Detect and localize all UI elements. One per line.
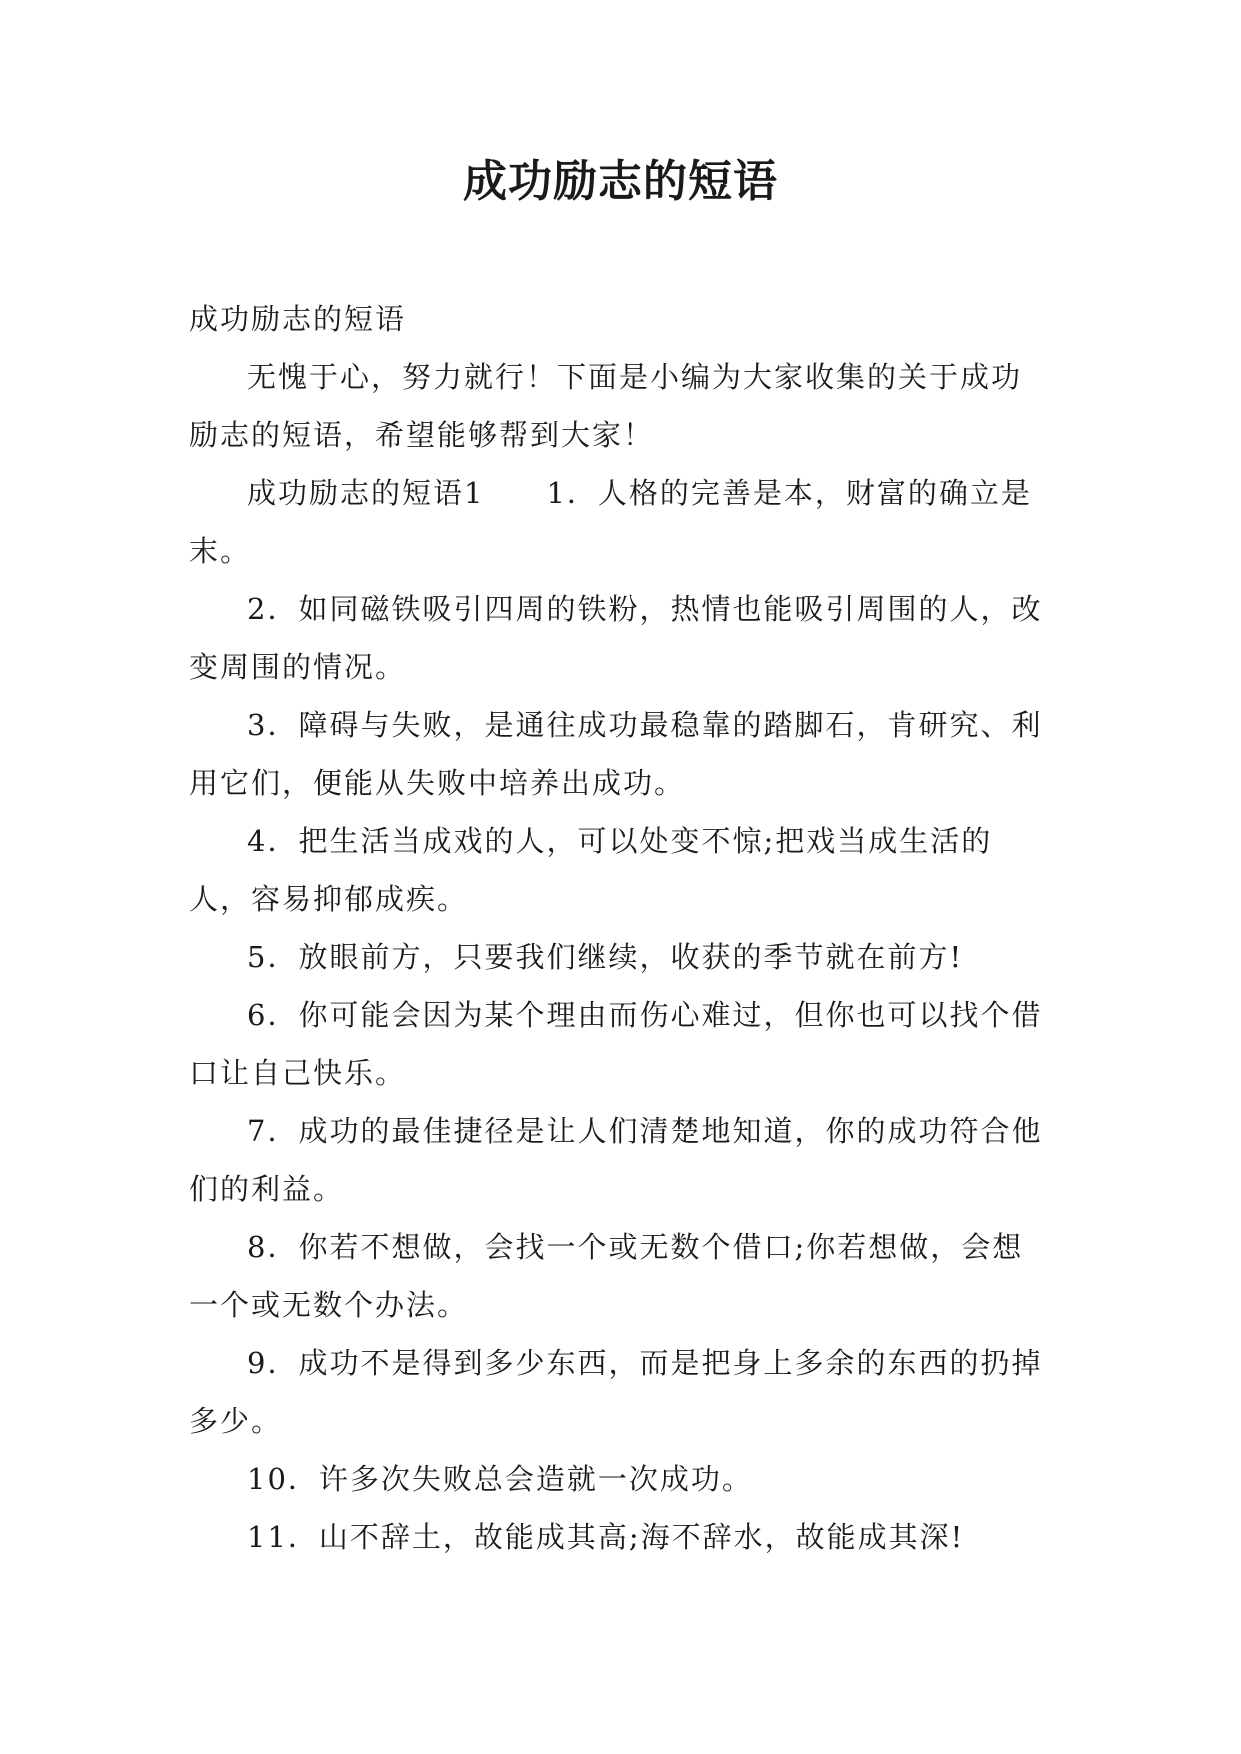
paragraph-6: 6．你可能会因为某个理由而伤心难过，但你也可以找个借口让自己快乐。 [189, 998, 1043, 1090]
paragraph-9: 9．成功不是得到多少东西，而是把身上多余的东西的扔掉多少。 [189, 1346, 1043, 1438]
paragraph-intro: 无愧于心，努力就行！下面是小编为大家收集的关于成功励志的短语，希望能够帮到大家！ [189, 360, 1023, 452]
paragraph-5: 5．放眼前方，只要我们继续，收获的季节就在前方! [247, 940, 964, 974]
paragraph-2: 2．如同磁铁吸引四周的铁粉，热情也能吸引周围的人，改变周围的情况。 [189, 592, 1043, 684]
paragraph-1: 成功励志的短语1 1．人格的完善是本，财富的确立是末。 [189, 476, 1032, 568]
page-title: 成功励志的短语 [463, 156, 778, 207]
document-body [189, 290, 1051, 1566]
paragraph-4: 4．把生活当成戏的人，可以处变不惊;把戏当成生活的人，容易抑郁成疾。 [189, 824, 993, 916]
document-subtitle: 成功励志的短语 [189, 302, 407, 336]
paragraph-3: 3．障碍与失败，是通往成功最稳靠的踏脚石，肯研究、利用它们，便能从失败中培养出成功。 [189, 708, 1043, 800]
paragraph-11: 11．山不辞土，故能成其高;海不辞水，故能成其深! [247, 1520, 965, 1554]
paragraph-10: 10．许多次失败总会造就一次成功。 [247, 1462, 753, 1496]
paragraph-7: 7．成功的最佳捷径是让人们清楚地知道，你的成功符合他们的利益。 [189, 1114, 1043, 1206]
paragraph-8: 8．你若不想做，会找一个或无数个借口;你若想做，会想一个或无数个办法。 [189, 1230, 1024, 1322]
